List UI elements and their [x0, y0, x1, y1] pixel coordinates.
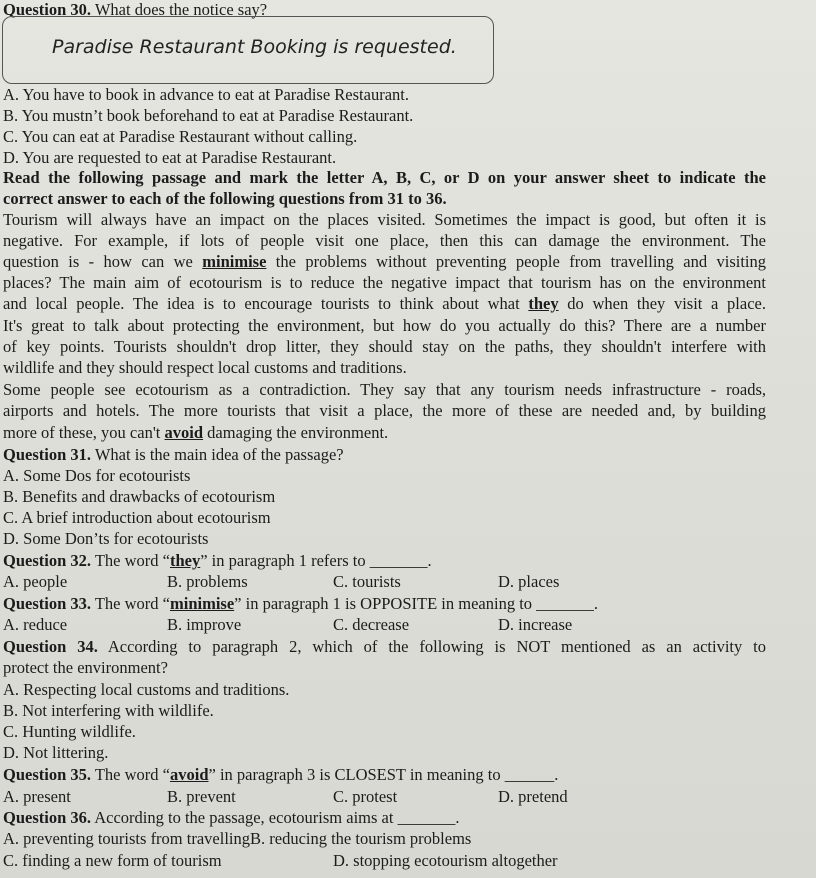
q36-line [3, 808, 459, 828]
text-segment: do when they visit a place. [558, 294, 766, 313]
q34-option-c: C. Hunting wildlife. [3, 722, 136, 741]
keyword-avoid: avoid [164, 423, 204, 442]
passage-p1-line-3 [3, 252, 766, 272]
q30-heading: Question 30. [3, 0, 92, 19]
q34-option-d: D. Not littering. [3, 743, 109, 762]
passage-p1-line-2: negative. For example, if lots of people visit one place, then this can damage the environment. The [3, 231, 766, 250]
passage-p3-line-2: airports and hotels. The more tourists that visit a place, the more of these are needed and, by building [3, 401, 766, 420]
text-segment: The word “ [94, 551, 170, 570]
q33-option-b: B. improve [167, 615, 242, 634]
passage-p2-line-1: It's great to talk about protecting the environment, but how do you actually do this? There are a number [3, 316, 766, 335]
q33-option-a: A. reduce [3, 615, 68, 634]
q35-option-b: B. prevent [167, 787, 236, 806]
q36-option-d: D. stopping ecotourism altogether [333, 851, 558, 870]
q34-line-2: protect the environment? [3, 658, 168, 677]
text-segment: The word “ [94, 594, 170, 613]
q30-option-b: B. You mustn’t book beforehand to eat at Paradise Restaurant. [3, 106, 414, 125]
q30-text: What does the notice say? [94, 0, 268, 19]
q31-option-c: C. A brief introduction about ecotourism [3, 508, 271, 527]
text-segment: ” in paragraph 3 is CLOSEST in meaning to ______. [208, 765, 559, 784]
text-segment: ” in paragraph 1 is OPPOSITE in meaning to _______. [234, 594, 599, 613]
text-segment: more of these, you can't [3, 423, 165, 442]
q30-option-a: A. You have to book in advance to eat at Paradise Restaurant. [3, 85, 409, 104]
q36-option-c: C. finding a new form of tourism [3, 851, 222, 870]
q33-line [3, 594, 598, 614]
text-segment: ” in paragraph 1 refers to _______. [200, 551, 432, 570]
q34-line-1 [3, 637, 766, 657]
q32-option-c: C. tourists [333, 572, 401, 591]
q35-option-a: A. present [3, 787, 71, 806]
passage-p3-line-1: Some people see ecotourism as a contradiction. They say that any tourism needs infrastructure - roads, [3, 380, 766, 399]
q34-option-a: A. Respecting local customs and traditions. [3, 680, 290, 699]
text-segment: question is - how can we [3, 252, 203, 271]
q30-option-d: D. You are requested to eat at Paradise Restaurant. [3, 148, 337, 167]
q30-option-c: C. You can eat at Paradise Restaurant without calling. [3, 127, 358, 146]
keyword-minimise: minimise [202, 252, 267, 271]
q35-heading: Question 35. [3, 765, 92, 784]
q32-line [3, 551, 432, 571]
q31-option-b: B. Benefits and drawbacks of ecotourism [3, 487, 276, 506]
text-segment: the problems without preventing people from travelling and visiting [266, 252, 766, 271]
passage-p3-line-3 [3, 423, 388, 443]
q34-heading: Question 34. [3, 637, 98, 656]
q36-option-ab: A. preventing tourists from travellingB. reducing the tourism problems [3, 829, 472, 848]
q31-option-a: A. Some Dos for ecotourists [3, 466, 191, 485]
instruction-line-2: correct answer to each of the following questions from 31 to 36. [3, 189, 447, 208]
q31-option-d: D. Some Don’ts for ecotourists [3, 529, 209, 548]
notice-text: Paradise Restaurant Booking is requested. [52, 36, 457, 58]
passage-p1-line-1: Tourism will always have an impact on the places visited. Sometimes the impact is good, but often it is [3, 210, 766, 229]
q32-option-d: D. places [498, 572, 560, 591]
q34-option-b: B. Not interfering with wildlife. [3, 701, 214, 720]
q34-text: According to paragraph 2, which of the following is NOT mentioned as an activity to [107, 637, 767, 656]
q31-line [3, 445, 344, 465]
passage-p1-line-5 [3, 294, 766, 314]
q35-keyword: avoid [169, 765, 209, 784]
q33-keyword: minimise [169, 594, 235, 613]
text-segment: The word “ [94, 765, 170, 784]
passage-p2-line-2: of key points. Tourists shouldn't drop litter, they should stay on the paths, they shouldn't interfere with [3, 337, 766, 356]
q33-option-d: D. increase [498, 615, 573, 634]
q35-option-c: C. protest [333, 787, 398, 806]
q32-option-a: A. people [3, 572, 68, 591]
passage-p2-line-3: wildlife and they should respect local customs and traditions. [3, 358, 407, 377]
q31-text: What is the main idea of the passage? [94, 445, 344, 464]
q35-line [3, 765, 558, 785]
q32-option-b: B. problems [167, 572, 248, 591]
keyword-they: they [528, 294, 559, 313]
passage-p1-line-4: places? The main aim of ecotourism is to reduce the negative impact that tourism has on the environment [3, 273, 766, 292]
instruction-line-1: Read the following passage and mark the letter A, B, C, or D on your answer sheet to indicate the [3, 168, 766, 187]
q35-option-d: D. pretend [498, 787, 568, 806]
q36-text: According to the passage, ecotourism aims at _______. [94, 808, 460, 827]
text-segment: and local people. The idea is to encourage tourists to think about what [3, 294, 529, 313]
q32-keyword: they [169, 551, 201, 570]
q36-heading: Question 36. [3, 808, 92, 827]
q33-heading: Question 33. [3, 594, 92, 613]
q33-option-c: C. decrease [333, 615, 410, 634]
q31-heading: Question 31. [3, 445, 92, 464]
text-segment: damaging the environment. [203, 423, 389, 442]
q32-heading: Question 32. [3, 551, 92, 570]
